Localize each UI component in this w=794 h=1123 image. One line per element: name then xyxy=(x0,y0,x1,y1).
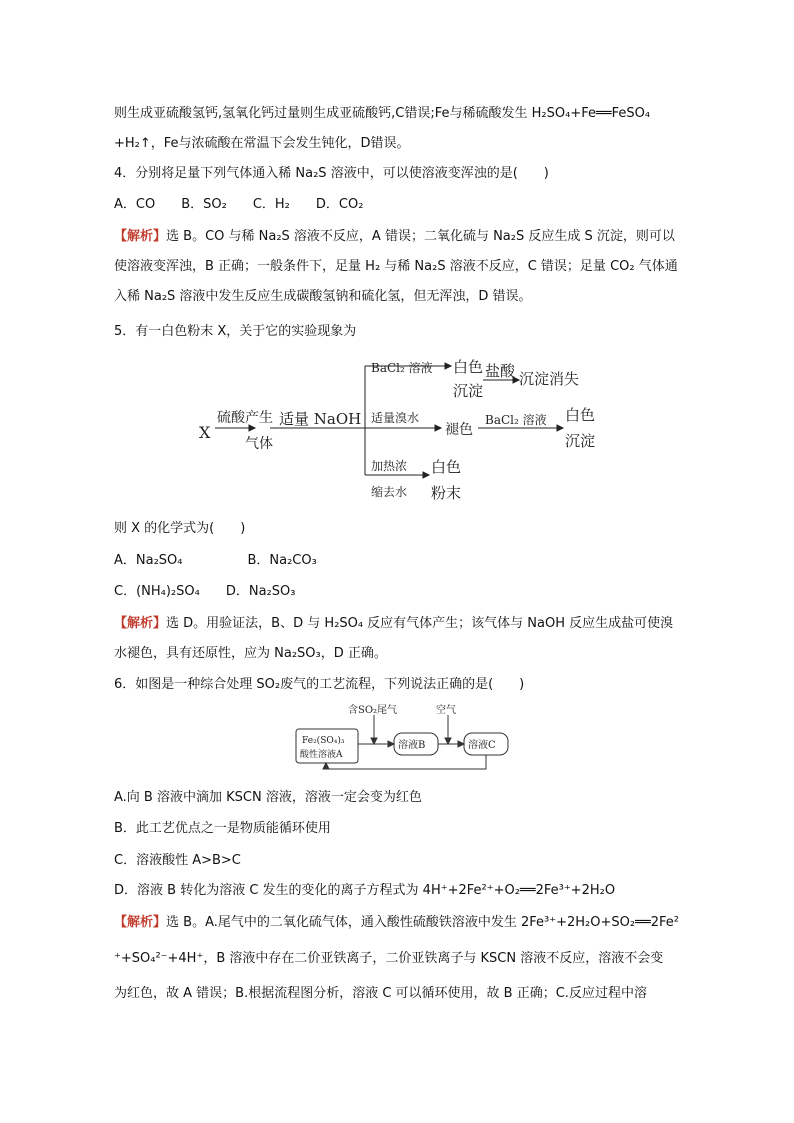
analysis-tag: 【解析】 xyxy=(114,229,167,244)
analysis-line xyxy=(114,613,673,635)
analysis-line xyxy=(114,226,675,248)
label-bacl2-2: BaCl₂ 溶液 xyxy=(485,413,547,427)
label-hcl: 盐酸 xyxy=(485,362,516,380)
label-bacl2: BaCl₂ 溶液 xyxy=(371,361,433,375)
node-fade: 褪色 xyxy=(445,422,473,438)
process-flowchart xyxy=(290,703,510,773)
box-b-label: 溶液B xyxy=(398,740,426,751)
question-5-question: 则 X 的化学式为( ) xyxy=(114,521,246,536)
node-x: X xyxy=(199,423,211,442)
label-evap: 缩去水 xyxy=(371,485,408,499)
analysis-tag: 【解析】 xyxy=(114,915,167,930)
analysis-text: 选 B。CO 与稀 Na₂S 溶液不反应，A 错误；二氧化硫与 Na₂S 反应生成 S 沉淀，则可以 xyxy=(166,229,675,244)
analysis-line: 为红色，故 A 错误；B.根据流程图分析，溶液 C 可以循环使用，故 B 正确；C.反应过程中溶 xyxy=(114,986,647,1001)
node-precip-2: 沉淀 xyxy=(565,432,596,450)
analysis-line: 水褪色，具有还原性，应为 Na₂SO₃，D 正确。 xyxy=(114,646,387,661)
analysis-tag: 【解析】 xyxy=(114,616,167,631)
option-c: C．溶液酸性 A>B>C xyxy=(114,853,241,868)
experiment-flowchart xyxy=(195,350,615,510)
question-6-stem: 6．如图是一种综合处理 SO₂废气的工艺流程，下列说法正确的是( ) xyxy=(114,677,525,692)
label-acid: 硫酸产生 xyxy=(217,410,273,426)
option-b: B．此工艺优点之一是物质能循环使用 xyxy=(114,821,331,836)
question-5-options-cd: C．(NH₄)₂SO₄ D．Na₂SO₃ xyxy=(114,584,296,599)
text-line: +H₂↑，Fe与浓硫酸在常温下会发生钝化，D错误。 xyxy=(114,136,410,151)
question-5-options-ab: A．Na₂SO₄ B．Na₂CO₃ xyxy=(114,553,317,568)
question-4-stem: 4．分别将足量下列气体通入稀 Na₂S 溶液中，可以使溶液变浑浊的是( ) xyxy=(114,166,549,181)
box-a-line2: 酸性溶液A xyxy=(300,750,343,760)
analysis-line xyxy=(114,912,679,934)
node-powder: 粉末 xyxy=(431,484,462,502)
node-precip-1: 沉淀 xyxy=(453,382,484,400)
label-heat: 加热浓 xyxy=(371,459,408,473)
question-4-options: A．CO B．SO₂ C．H₂ D．CO₂ xyxy=(114,197,364,212)
analysis-line: 使溶液变浑浊，B 正确；一般条件下，足量 H₂ 与稀 Na₂S 溶液不反应，C 错误；足量 CO₂ 气体通 xyxy=(114,259,678,274)
text-line: 则生成亚硫酸氢钙,氢氧化钙过量则生成亚硫酸钙,C错误;Fe与稀硫酸发生 H₂SO₄+Fe══FeSO₄ xyxy=(114,106,651,121)
node-white-3: 白色 xyxy=(431,458,462,476)
box-a-line1: Fe₂(SO₄)₃ xyxy=(302,736,345,746)
label-air: 空气 xyxy=(436,705,456,716)
analysis-line: 入稀 Na₂S 溶液中发生反应生成碳酸氢钠和硫化氢，但无浑浊，D 错误。 xyxy=(114,289,532,304)
question-5-stem: 5．有一白色粉末 X，关于它的实验现象为 xyxy=(114,324,357,339)
label-so2-gas: 含SO₂尾气 xyxy=(348,705,398,716)
node-white-2: 白色 xyxy=(565,406,596,424)
label-gas: 气体 xyxy=(245,436,273,452)
box-c-label: 溶液C xyxy=(468,740,496,751)
node-white-1: 白色 xyxy=(453,358,484,376)
node-dissolve: 沉淀消失 xyxy=(519,370,580,388)
option-d: D．溶液 B 转化为溶液 C 发生的变化的离子方程式为 4H⁺+2Fe²⁺+O₂══2Fe³⁺+2H₂O xyxy=(114,883,616,898)
label-naoh: 适量 NaOH xyxy=(279,410,362,428)
option-a: A.向 B 溶液中滴加 KSCN 溶液，溶液一定会变为红色 xyxy=(114,790,422,805)
analysis-text: 选 D。用验证法，B、D 与 H₂SO₄ 反应有气体产生；该气体与 NaOH 反应生成盐可使溴 xyxy=(166,616,674,631)
label-bromine: 适量溴水 xyxy=(371,411,420,425)
analysis-text: 选 B。A.尾气中的二氧化硫气体，通入酸性硫酸铁溶液中发生 2Fe³⁺+2H₂O+SO₂══2Fe² xyxy=(166,915,679,930)
analysis-line: ⁺+SO₄²⁻+4H⁺，B 溶液中存在二价亚铁离子，二价亚铁离子与 KSCN 溶液不反应，溶液不会变 xyxy=(114,951,664,966)
